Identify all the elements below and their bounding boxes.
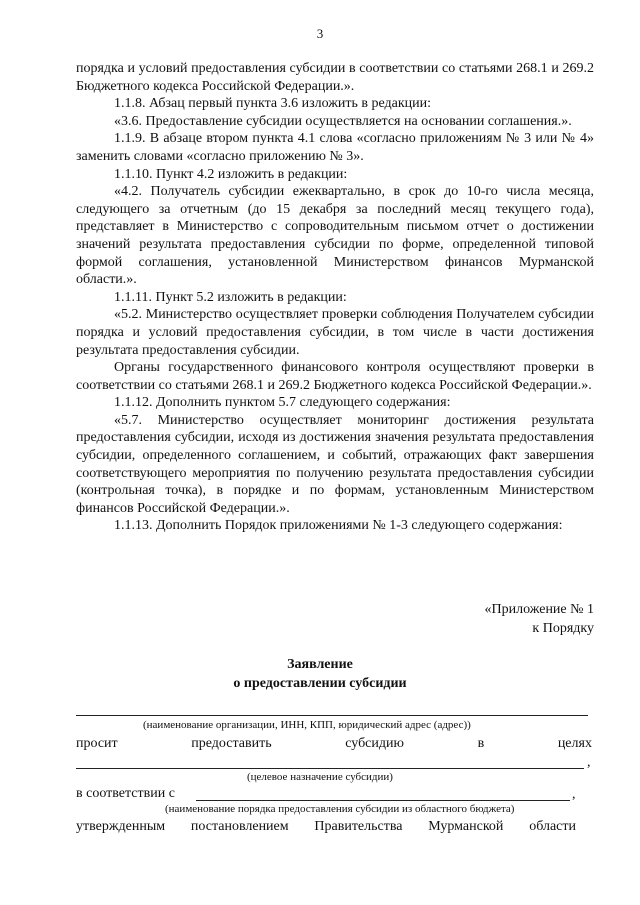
- paragraph: порядка и условий предоставления субсидии в соответствии со статьями 268.1 и 269.2 Бюджетного кодекса Российской Федерации.».: [76, 61, 594, 94]
- form-title-line-2: о предоставлении субсидии: [233, 676, 407, 691]
- word-a: утвержденным: [76, 819, 166, 834]
- paragraph: 1.1.12. Дополнить пунктом 5.7 следующего содержания:: [114, 395, 451, 411]
- paragraph: Органы государственного финансового контроля осуществляют проверки в соответствии со статьями 268.1 и 269.2 Бюджетного кодекса Российской Федерации.».: [76, 360, 594, 393]
- paragraph: 1.1.9. В абзаце втором пункта 4.1 слова «согласно приложениям № 3 или № 4» заменить словами «согласно приложению № 3».: [76, 131, 594, 164]
- word-e: области: [529, 819, 576, 834]
- form-title: [0, 655, 640, 693]
- order-name-line: [196, 800, 570, 801]
- document-body: [76, 60, 594, 535]
- org-name-line: [76, 715, 588, 716]
- word-1: просит: [76, 736, 118, 751]
- appendix-line-1: «Приложение № 1: [484, 602, 594, 617]
- page-number: 3: [316, 26, 324, 41]
- word-c: Правительства: [314, 819, 403, 834]
- word-5: целях: [557, 736, 592, 751]
- paragraph: «4.2. Получатель субсидии ежеквартально, в срок до 10-го числа месяца, следующего за отчетным (до 15 декабря за последний месяц текущего года), представляет в Министерство с сопроводительным письмом отчет о достижении значений результата предоставления субсидии по форме, определенной типовой формой соглашения, установленной Министерством финансов Мурманской области.».: [76, 184, 594, 288]
- paragraph: «5.2. Министерство осуществляет проверки соблюдения Получателем субсидии порядка и условий предоставления субсидии, в том числе в части достижения результата предоставления субсидии.: [76, 307, 594, 358]
- paragraph: «3.6. Предоставление субсидии осуществляется на основании соглашения.».: [114, 113, 572, 129]
- form-row-approved: [76, 818, 576, 835]
- paragraph: 1.1.10. Пункт 4.2 изложить в редакции:: [114, 166, 348, 182]
- paragraph: 1.1.8. Абзац первый пункта 3.6 изложить в редакции:: [114, 96, 432, 112]
- form-row-request: [76, 735, 592, 752]
- word-4: в: [477, 736, 485, 751]
- word-3: субсидию: [345, 736, 404, 751]
- word-d: Мурманской: [428, 819, 504, 834]
- order-caption: (наименование порядка предоставления субсидии из областного бюджета): [165, 803, 515, 815]
- accordance-label: в соответствии с: [76, 786, 175, 801]
- paragraph: 1.1.13. Дополнить Порядок приложениями № 1-3 следующего содержания:: [114, 518, 563, 534]
- appendix-label: [485, 600, 595, 638]
- appendix-line-2: к Порядку: [532, 621, 594, 636]
- purpose-comma: ,: [587, 755, 591, 770]
- org-name-caption: (наименование организации, ИНН, КПП, юридический адрес (адрес)): [143, 719, 471, 731]
- form-title-line-1: Заявление: [287, 657, 353, 672]
- purpose-caption: (целевое назначение субсидии): [247, 771, 393, 783]
- purpose-line: [76, 768, 584, 769]
- word-2: предоставить: [191, 736, 272, 751]
- word-b: постановлением: [190, 819, 289, 834]
- order-comma: ,: [572, 787, 576, 802]
- paragraph: 1.1.11. Пункт 5.2 изложить в редакции:: [114, 289, 347, 305]
- paragraph: «5.7. Министерство осуществляет мониторинг достижения результата предоставления субсидии, исходя из достижения значения результата предоставления субсидии, определенного соглашением, и событий, отражающих факт завершения соответствующего мероприятия по получению результата предоставления субсидии (контрольная точка), в порядке и по формам, установленным Министерством финансов Российской Федерации.».: [76, 412, 594, 516]
